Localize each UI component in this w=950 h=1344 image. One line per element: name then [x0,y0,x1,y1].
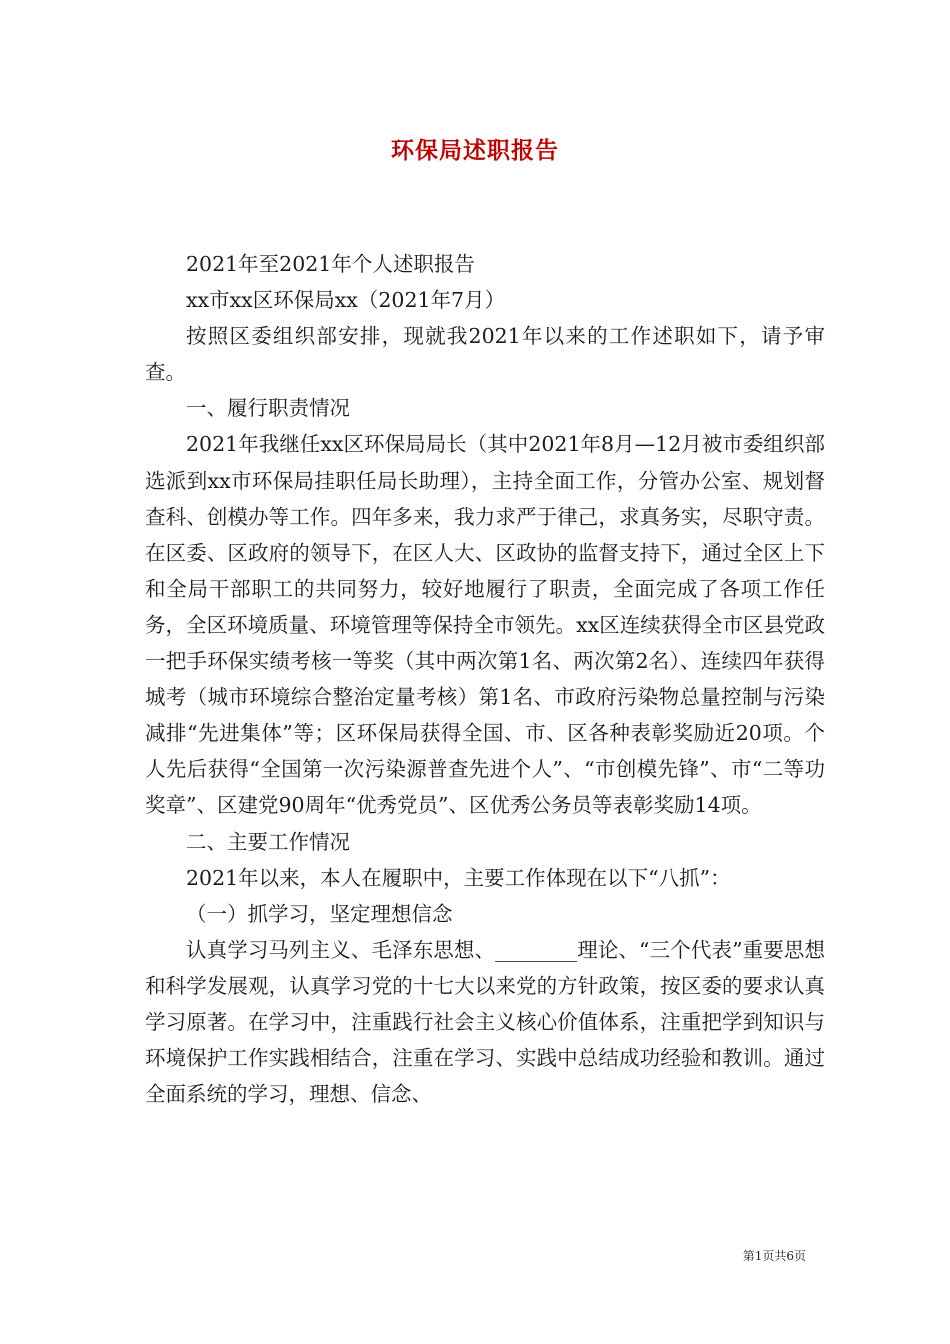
paragraph-duties: 2021年我继任xx区环保局局长（其中2021年8月—12月被市委组织部选派到xx市环保局挂职任局长助理），主持全面工作，分管办公室、规划督查科、创模办等工作。四年多来，我力求严于律己，求真务实，尽职守责。在区委、区政府的领导下，在区人大、区政协的监督支持下，通过全区上下和全局干部职工的共同努力，较好地履行了职责，全面完成了各项工作任务，全区环境质量、环境管理等保持全市领先。xx区连续获得全市区县党政一把手环保实绩考核一等奖（其中两次第1名、两次第2名）、连续四年获得城考（城市环境综合整治定量考核）第1名、市政府污染物总量控制与污染减排“先进集体”等；区环保局获得全国、市、区各种表彰奖励近20项。个人先后获得“全国第一次污染源普查先进个人”、“市创模先锋”、市“二等功奖章”、区建党90周年“优秀党员”、区优秀公务员等表彰奖励14项。 [145,432,825,818]
section-heading-duties: 一、履行职责情况 [186,396,350,421]
document-title: 环保局述职报告 [391,137,559,164]
paragraph-report-period: 2021年至2021年个人述职报告 [186,252,475,276]
paragraph-author-line: xx市xx区环保局xx（2021年7月） [186,288,506,313]
paragraph-study: 认真学习马列主义、毛泽东思想、________理论、“三个代表”重要思想和科学发展观，认真学习党的十七大以来党的方针政策，按区委的要求认真学习原著。在学习中，注重践行社会主义核心价值体系，注重把学到知识与环境保护工作实践相结合，注重在学习、实践中总结成功经验和教训。通过全面系统的学习，理想、信念、 [145,937,825,1107]
section-heading-main-work: 二、主要工作情况 [186,829,350,854]
page-number: 第1页共6页 [742,1249,806,1263]
paragraph-main-work-intro: 2021年以来，本人在履职中，主要工作体现在以下“八抓”： [186,865,731,890]
subsection-heading-study: （一）抓学习，坚定理想信念 [186,901,453,926]
paragraph-intro: 按照区委组织部安排，现就我2021年以来的工作述职如下，请予审查。 [145,324,825,385]
document-body [145,246,825,1112]
